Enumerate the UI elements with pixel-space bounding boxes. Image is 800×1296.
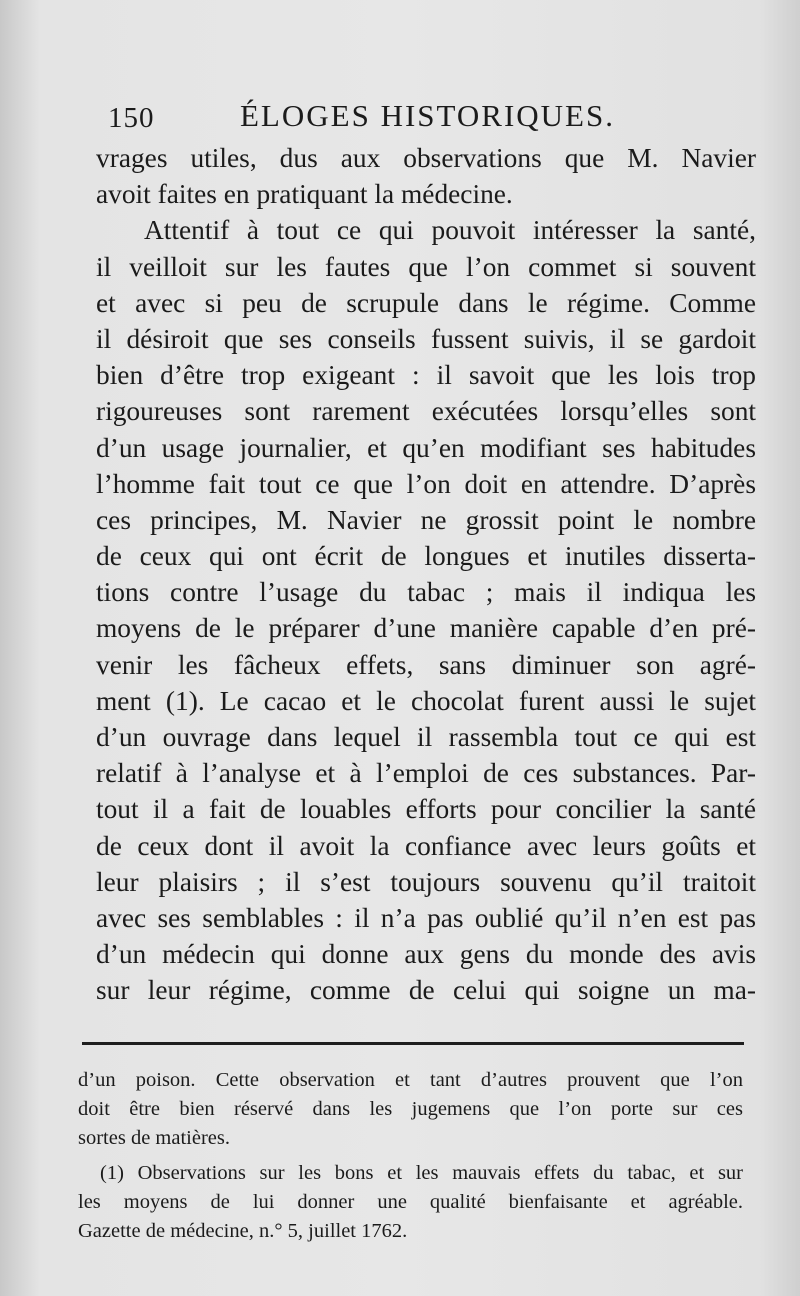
footnote-separator bbox=[82, 1042, 744, 1045]
main-text bbox=[96, 140, 756, 1009]
text-line: sur leur régime, comme de celui qui soigne un ma- bbox=[96, 975, 756, 1006]
text-line: l’homme fait tout ce que l’on doit en attendre. D’après bbox=[96, 468, 756, 499]
text-line: ces principes, M. Navier ne grossit point le nombre bbox=[96, 504, 756, 535]
text-line: d’un usage journalier, et qu’en modifiant ses habitudes bbox=[96, 432, 756, 463]
text-line: de ceux qui ont écrit de longues et inutiles disserta- bbox=[96, 541, 756, 572]
footnote-line: Gazette de médecine, n.° 5, juillet 1762. bbox=[78, 1220, 408, 1242]
footnote-line: doit être bien réservé dans les jugemens que l’on porte sur ces bbox=[78, 1098, 743, 1120]
text-line: d’un médecin qui donne aux gens du monde des avis bbox=[96, 939, 756, 970]
page-number: 150 bbox=[108, 102, 155, 134]
footnote-line: sortes de matières. bbox=[78, 1127, 230, 1149]
footnote-line: (1) Observations sur les bons et les mauvais effets du tabac, et sur bbox=[100, 1162, 743, 1184]
text-line: leur plaisirs ; il s’est toujours souvenu qu’il traitoit bbox=[96, 866, 756, 897]
text-line: ment (1). Le cacao et le chocolat furent aussi le sujet bbox=[96, 685, 756, 716]
text-line: il veilloit sur les fautes que l’on commet si souvent bbox=[96, 251, 756, 282]
text-line: avec ses semblables : il n’a pas oublié qu’il n’en est pas bbox=[96, 902, 756, 933]
text-line: rigoureuses sont rarement exécutées lorsqu’elles sont bbox=[96, 396, 756, 427]
text-line: Attentif à tout ce qui pouvoit intéresser la santé, bbox=[144, 215, 756, 246]
text-line: d’un ouvrage dans lequel il rassembla tout ce qui est bbox=[96, 722, 756, 752]
text-line: de ceux dont il avoit la confiance avec leurs goûts et bbox=[96, 830, 756, 861]
text-line: tout il a fait de louables efforts pour concilier la santé bbox=[96, 794, 756, 825]
text-line: relatif à l’analyse et à l’emploi de ces substances. Par- bbox=[96, 758, 756, 789]
text-line: vrages utiles, dus aux observations que M. Navier bbox=[96, 143, 756, 173]
running-title: ÉLOGES HISTORIQUES. bbox=[240, 98, 615, 133]
footnotes bbox=[78, 1066, 743, 1246]
text-line: bien d’être trop exigeant : il savoit que les lois trop bbox=[96, 360, 756, 391]
footnote-line: les moyens de lui donner une qualité bienfaisante et agréable. bbox=[78, 1191, 743, 1213]
text-line: venir les fâcheux effets, sans diminuer son agré- bbox=[96, 649, 756, 680]
text-line: et avec si peu de scrupule dans le régime. Comme bbox=[96, 287, 756, 318]
text-line: il désiroit que ses conseils fussent suivis, il se gardoit bbox=[96, 323, 756, 354]
footnote-line: d’un poison. Cette observation et tant d’autres prouvent que l’on bbox=[78, 1069, 743, 1091]
text-line: moyens de le préparer d’une manière capable d’en pré- bbox=[96, 613, 756, 644]
page-header bbox=[108, 98, 638, 138]
text-line: tions contre l’usage du tabac ; mais il indiqua les bbox=[96, 577, 756, 608]
text-line: avoit faites en pratiquant la médecine. bbox=[96, 179, 513, 210]
